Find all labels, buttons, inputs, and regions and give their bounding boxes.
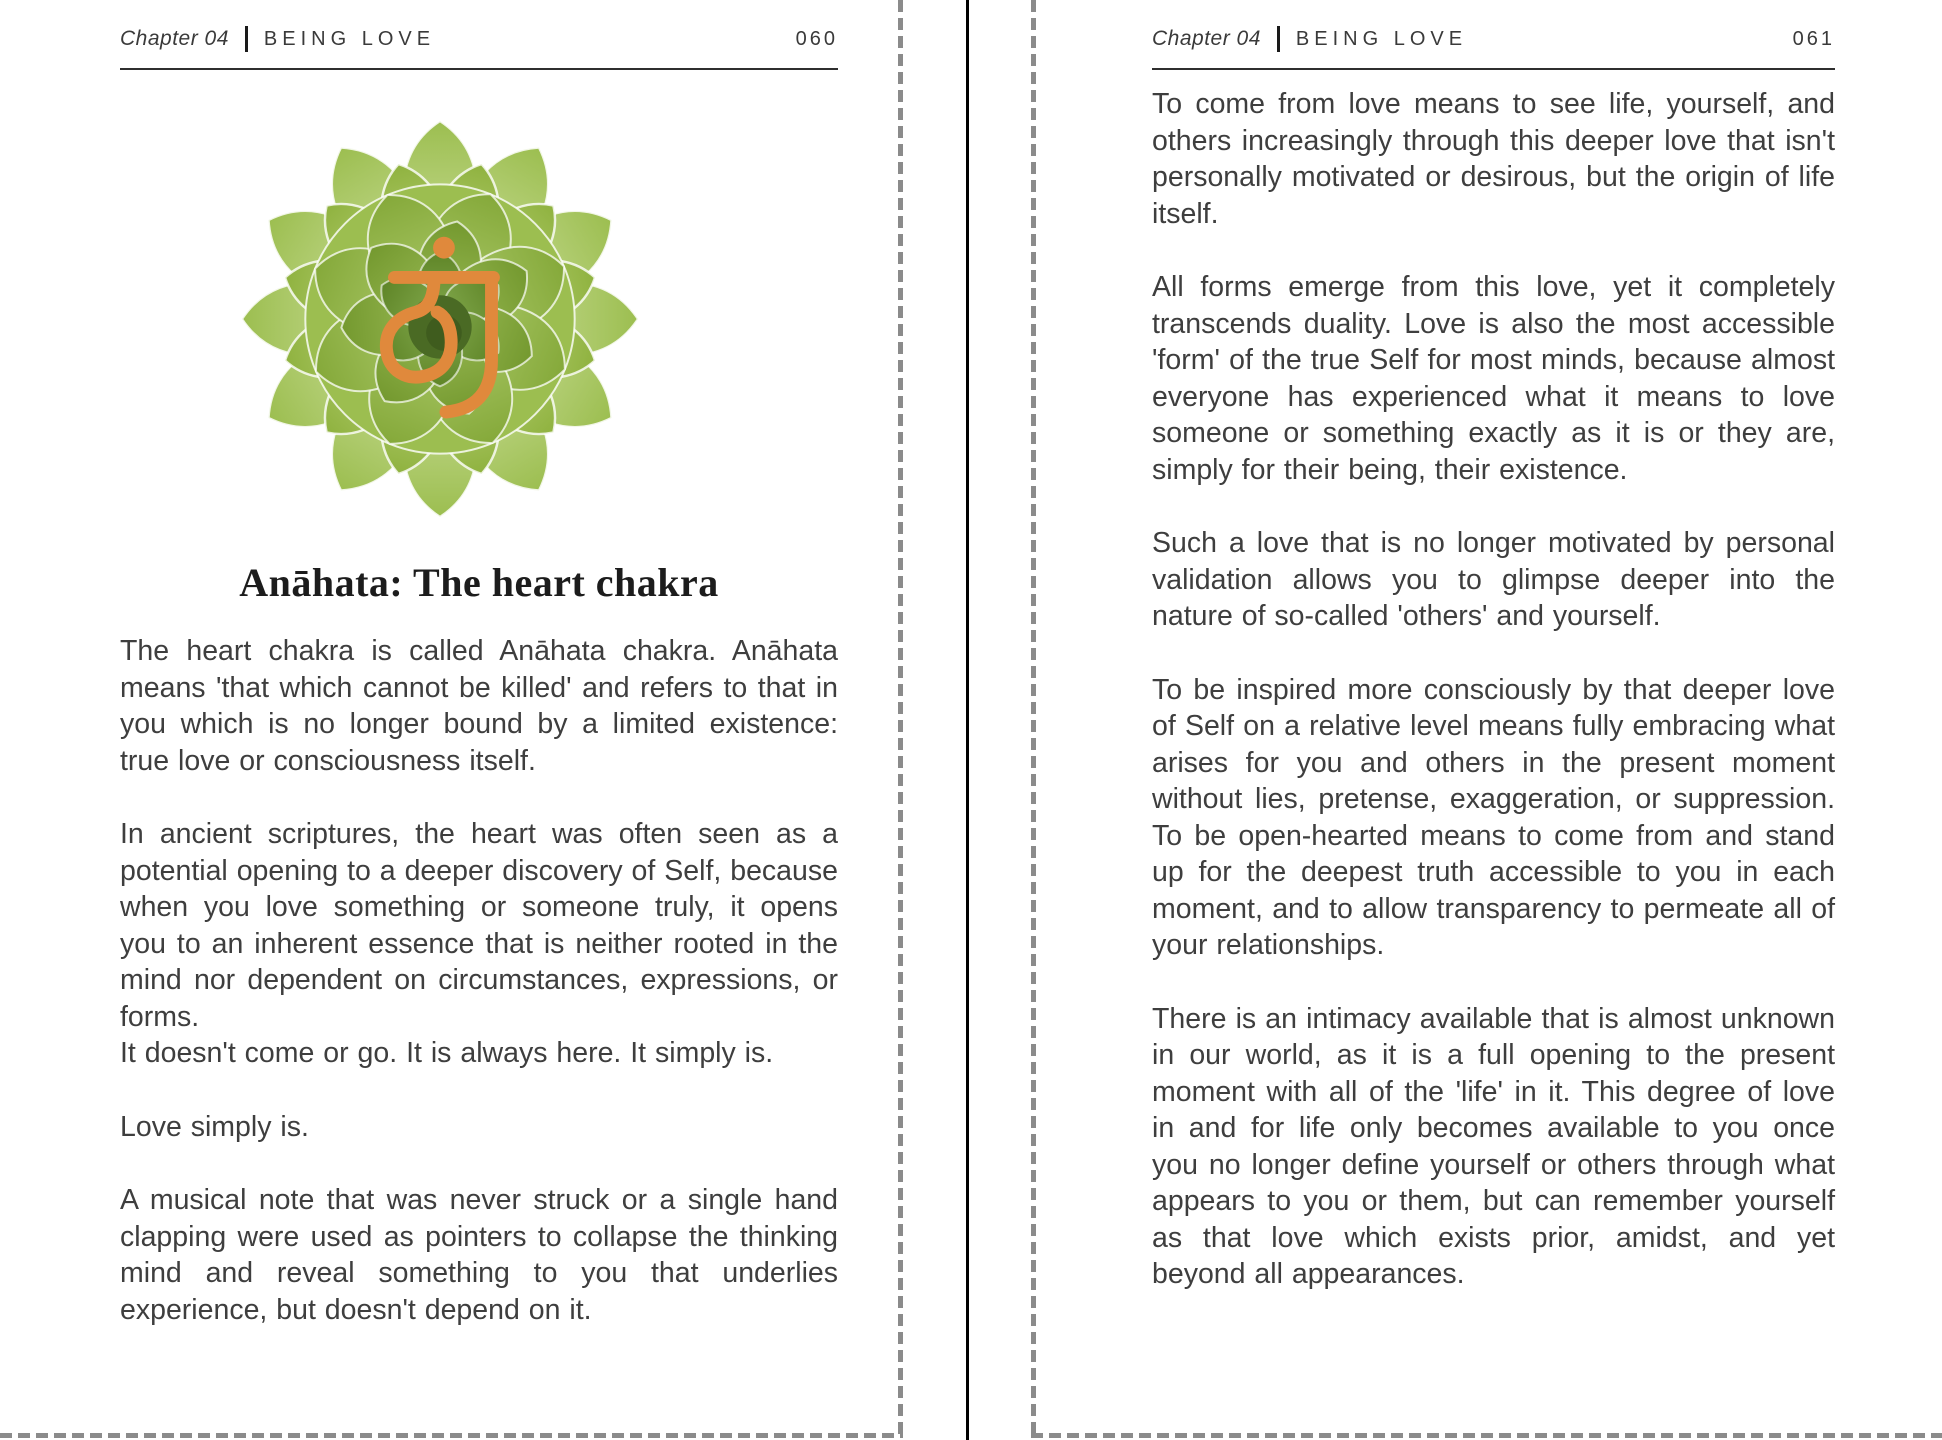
paragraph: The heart chakra is called Anāhata chakra. Anāhata means 'that which cannot be killed' and refers to that in you which is no longer bound by a limited existence: true love or consciousness itself. xyxy=(120,635,838,777)
trim-guide-right-page-vertical xyxy=(1031,0,1036,1438)
paragraph: Such a love that is no longer motivated by personal validation allows you to glimpse deeper into the nature of so-called 'others' and yourself. xyxy=(1152,527,1835,632)
paragraph: In ancient scriptures, the heart was often seen as a potential opening to a deeper discovery of Self, because when you love something or someone truly, it opens you to an inherent essence that is neither rooted in the mind nor dependent on circumstances, expressions, or forms. xyxy=(120,818,838,1033)
page-number: 061 xyxy=(1792,27,1835,50)
paragraph: Love simply is. xyxy=(120,1110,309,1143)
trim-guide-left-page-vertical xyxy=(898,0,903,1438)
chapter-label: Chapter 04 xyxy=(120,27,229,50)
paragraph: It doesn't come or go. It is always here. It simply is. xyxy=(120,1037,774,1069)
paragraph: All forms emerge from this love, yet it completely transcends duality. Love is also the most accessible 'form' of the true Self for most minds, because almost everyone has experienced what it means to love someone or something exactly as it is or they are, simply for their being, their existence. xyxy=(1152,271,1835,486)
trim-guide-left-page-bottom xyxy=(0,1433,903,1438)
page-left xyxy=(120,0,838,1328)
paragraph: To come from love means to see life, yourself, and others increasingly through this deeper love that isn't personally motivated or desirous, but the origin of life itself. xyxy=(1152,88,1835,230)
heart-chakra-illustration xyxy=(231,116,649,522)
anusvara-dot xyxy=(433,237,455,259)
paragraph: There is an intimacy available that is almost unknown in our world, as it is a full opening to the present moment with all of the 'life' in it. This degree of love in and for life only becomes available to you once you no longer define yourself or others through what appears to you or them, but can remember yourself as that love which exists prior, amidst, and yet beyond all appearances. xyxy=(1152,1002,1835,1290)
spread-spine-divider xyxy=(966,0,969,1440)
trim-guide-right-page-bottom xyxy=(1031,1433,1942,1438)
chapter-label: Chapter 04 xyxy=(1152,27,1261,50)
section-label: BEING LOVE xyxy=(263,27,436,50)
section-label: BEING LOVE xyxy=(1295,27,1468,50)
running-header xyxy=(1152,0,1835,70)
paragraph: A musical note that was never struck or a single hand clapping were used as pointers to collapse the thinking mind and reveal something to you that underlies experience, but doesn't depend on it. xyxy=(120,1184,838,1326)
paragraph: To be inspired more consciously by that deeper love of Self on a relative level means fully embracing what arises for you and others in the present moment without lies, pretense, exaggeration, or suppression. To be open-hearted means to come from and stand up for the deepest truth accessible to you in each moment, and to allow transparency to permeate all of your relationships. xyxy=(1152,673,1835,961)
page-number: 060 xyxy=(795,27,838,50)
header-separator-bar xyxy=(245,26,248,52)
running-header xyxy=(120,0,838,70)
page-title: Anāhata: The heart chakra xyxy=(239,560,719,605)
header-separator-bar xyxy=(1277,26,1280,52)
page-right xyxy=(1152,0,1835,1293)
